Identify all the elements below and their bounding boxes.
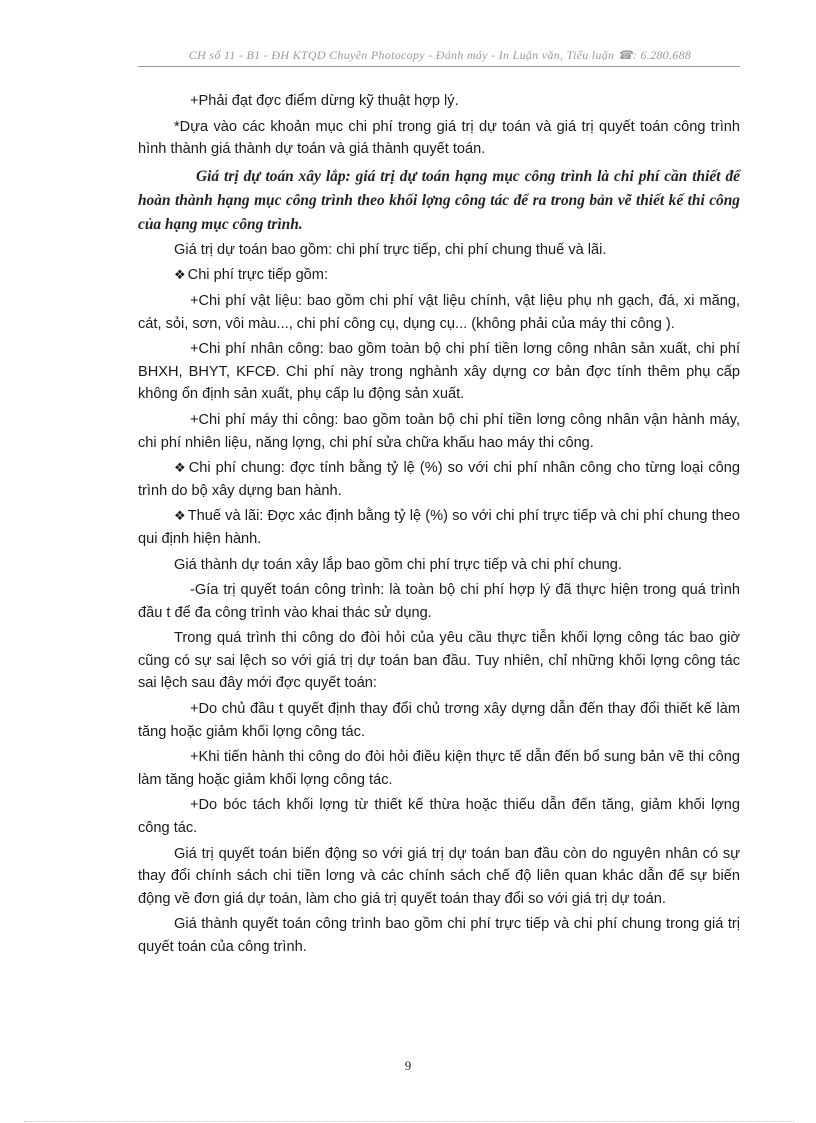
bullet-item (138, 264, 740, 287)
paragraph: +Chi phí máy thi công: bao gồm toàn bộ chi phí tiền lơng công nhân vận hành máy, chi phí nhiên liệu, năng lợng, chi phí sửa chữa khấu hao máy thi công. (138, 411, 740, 451)
paragraph: +Phải đạt đợc điểm dừng kỹ thuật hợp lý. (190, 93, 459, 109)
document-body (138, 90, 740, 959)
italic-definition-paragraph: Giá trị dự toán xây lắp: giá trị dự toán hạng mục công trình là chi phí cần thiết để hoàn thành hạng mục công trình theo khối lợng công tác để ra trong bản vẽ thiết kế thi công của hạng mục công trình. (138, 167, 740, 233)
footer-divider (24, 1121, 794, 1122)
diamond-bullet-icon: ❖ (174, 267, 186, 283)
bullet-item (138, 457, 740, 502)
paragraph: +Khi tiến hành thi công do đòi hỏi điều kiện thực tế dẫn đến bổ sung bản vẽ thi công làm tăng hoặc giảm khối lợng công tác. (138, 749, 740, 788)
paragraph: Giá thành quyết toán công trình bao gồm chi phí trực tiếp và chi phí chung trong giá trị quyết toán của công trình. (138, 916, 740, 955)
bullet-text: Chi phí trực tiếp gồm: (187, 267, 329, 284)
paragraph: +Chi phí vật liệu: bao gồm chi phí vật liệu chính, vật liệu phụ nh gạch, đá, xi măng, cát, sỏi, sơn, vôi màu..., chi phí công cụ, dụng cụ... (không phải của máy thi công ). (138, 292, 740, 332)
paragraph: Giá trị dự toán bao gồm: chi phí trực tiếp, chi phí chung thuế và lãi. (174, 241, 607, 258)
paragraph: +Chi phí nhân công: bao gồm toàn bộ chi phí tiền lơng công nhân sản xuất, chi phí BHXH, BHYT, KFCĐ. Chi phí này trong nghành xây dựng cơ bản đợc tính thêm phụ cấp không ổn định sản xuất, phụ cấp lu động sản xuất. (138, 341, 740, 403)
paragraph: -Gía trị quyết toán công trình: là toàn bộ chi phí hợp lý đã thực hiện trong quá trình đầu t để đa công trình vào khai thác sử dụng. (138, 582, 740, 621)
paragraph: Trong quá trình thi công do đòi hỏi của yêu cầu thực tiễn khối lợng công tác bao giờ cũng có sự sai lệch so với giá trị dự toán ban đầu. Tuy nhiên, chỉ những khối lợng công tác sai lệch sau đây mới đợc quyết toán: (138, 630, 740, 692)
diamond-bullet-icon: ❖ (174, 460, 187, 476)
paragraph: *Dựa vào các khoản mục chi phí trong giá trị dự toán và giá trị quyết toán công trình hình thành giá thành dự toán và giá thành quyết toán. (138, 118, 740, 158)
paragraph: +Do chủ đầu t quyết định thay đổi chủ trơng xây dựng dẫn đến thay đổi thiết kế làm tăng hoặc giảm khối lợng công tác. (138, 701, 740, 740)
bullet-item (138, 505, 740, 550)
paragraph: Giá trị quyết toán biến động so với giá trị dự toán ban đầu còn do nguyên nhân có sự thay đổi chính sách chi tiền lơng và các chính sách chế độ liên quan khác dẫn đế sự biến động về đơn giá dự toán, làm cho giá trị quyết toán thay đổi so với giá trị dự toán. (138, 845, 740, 907)
diamond-bullet-icon: ❖ (174, 508, 186, 524)
paragraph: Giá thành dự toán xây lắp bao gồm chi phí trực tiếp và chi phí chung. (174, 556, 622, 573)
bullet-text: Chi phí chung: đợc tính bằng tỷ lệ (%) so với chi phí nhân công cho từng loại công trình do bộ xây dựng ban hành. (138, 460, 740, 499)
page-header: CH số 11 - B1 - ĐH KTQD Chuyên Photocopy - Đánh máy - In Luận văn, Tiểu luận ☎: 6.280.688 (188, 48, 692, 62)
page-number: 9 (404, 1058, 412, 1073)
paragraph: +Do bóc tách khối lợng từ thiết kế thừa hoặc thiếu dẫn đến tăng, giảm khối lợng công tác. (138, 797, 740, 837)
header-divider (138, 66, 740, 67)
bullet-text: Thuế và lãi: Đợc xác định bằng tỷ lệ (%) so với chi phí trực tiếp và chi phí chung theo qui định hiện hành. (138, 508, 740, 547)
